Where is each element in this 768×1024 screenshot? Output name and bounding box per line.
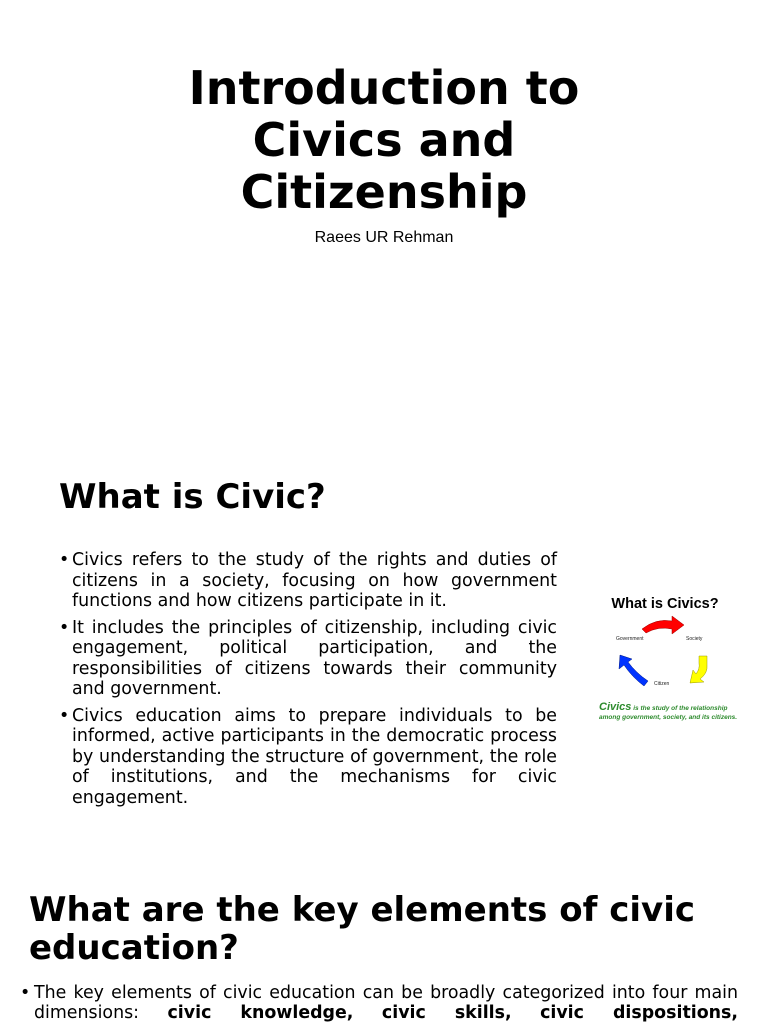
civics-definition <box>599 703 755 722</box>
slide-heading: What is Civic? <box>59 477 326 517</box>
title-line-3: Citizenship <box>240 165 528 219</box>
bullet-item: • Civics refers to the study of the rights and duties of citizens in a society, focusing on how government functions and how citizens participate in it. <box>59 550 557 612</box>
bullet-item: • Civics education aims to prepare individuals to be informed, active participants in the democratic process by understanding the structure of government, the role of institutions, and the mechanisms for civic engagement. <box>59 706 557 809</box>
presentation-title <box>0 62 768 218</box>
definition-word: Civics <box>599 701 632 713</box>
definition-line-2: among government, society, and its citizens. <box>599 714 738 721</box>
key-elements-slide <box>0 885 768 1024</box>
bullet-list <box>20 983 738 1023</box>
figure-title: What is Civics? <box>611 596 719 612</box>
bullet-item: • It includes the principles of citizenship, including civic engagement, political participation, and the responsibilities of citizens towards their community and government. <box>59 618 557 700</box>
slide-heading: What are the key elements of civic education? <box>29 890 696 968</box>
author-name: Raees UR Rehman <box>314 229 454 246</box>
what-is-civic-slide <box>0 450 768 870</box>
definition-line-1: is the study of the relationship <box>631 705 728 712</box>
red-arrow <box>642 616 684 634</box>
bullet-item <box>20 983 738 1023</box>
bullet-text: The key elements of civic education can be broadly categorized into four main dimensions: <box>34 983 738 1023</box>
yellow-arrow <box>690 656 707 683</box>
title-line-2: Civics and <box>252 113 516 167</box>
bold-term-skills: civic skills, <box>381 1003 512 1023</box>
government-label: Government <box>616 636 644 642</box>
bold-term-knowledge: civic knowledge, <box>167 1003 354 1023</box>
title-slide <box>0 0 768 440</box>
bullet-list <box>59 550 557 814</box>
society-label: Society <box>686 636 703 642</box>
blue-arrow <box>619 655 648 686</box>
title-line-1: Introduction to <box>188 61 580 115</box>
citizen-label: Citizen <box>654 681 670 687</box>
bold-term-dispositions: civic dispositions, <box>540 1003 739 1023</box>
civics-diagram <box>596 593 752 733</box>
